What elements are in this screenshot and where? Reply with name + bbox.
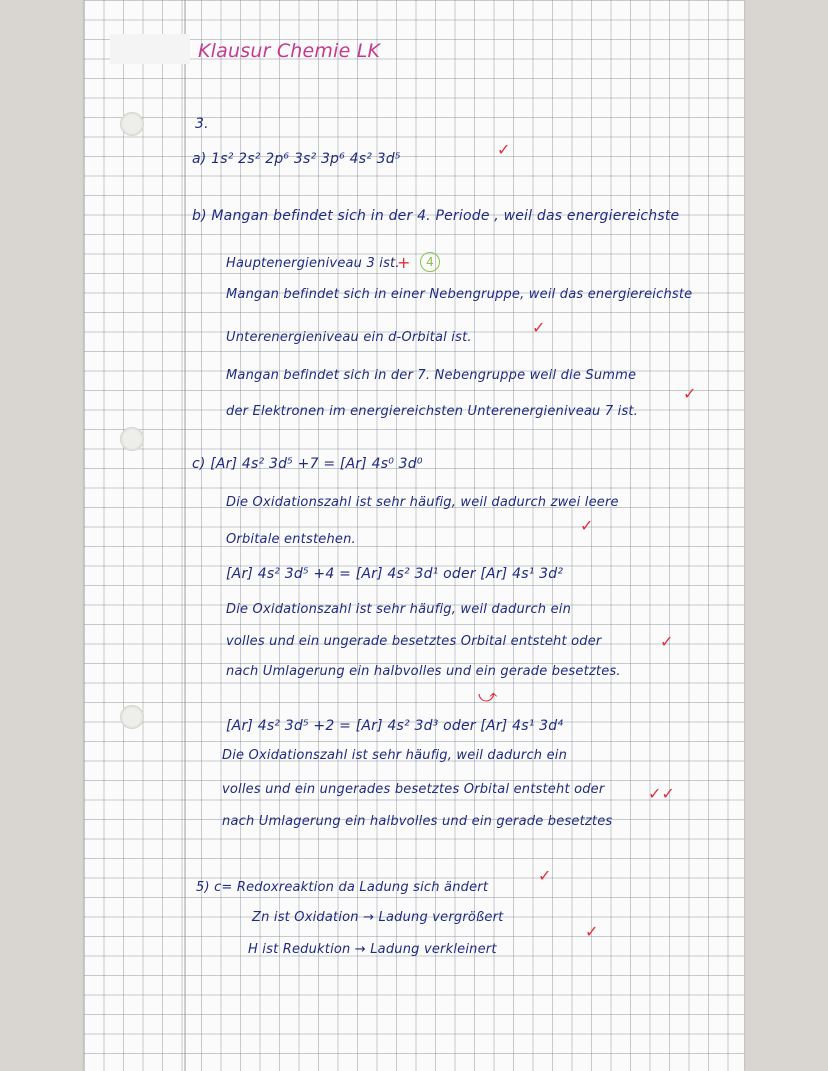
- answer-c-line-9: Die Oxidationszahl ist sehr häufig, weil dadurch ein: [222, 748, 568, 763]
- check-mark: ✓: [497, 140, 511, 159]
- answer-b-line-3: Mangan befindet sich in einer Nebengruppe, weil das energiereichste: [226, 287, 693, 302]
- answer-c-line-7: nach Umlagerung ein halbvolles und ein gerade besetztes.: [226, 664, 621, 679]
- answer-c-line-1: c) [Ar] 4s² 3d⁵ +7 = [Ar] 4s⁰ 3d⁰: [192, 456, 423, 472]
- red-arrow-mark: ⤻: [478, 686, 498, 707]
- answer-a: a) 1s² 2s² 2p⁶ 3s² 3p⁶ 4s² 3d⁵: [192, 151, 401, 167]
- cross-mark: +: [397, 253, 411, 272]
- check-mark: ✓: [585, 922, 599, 941]
- answer-c-line-2: Die Oxidationszahl ist sehr häufig, weil dadurch zwei leere: [226, 495, 619, 510]
- check-mark: ✓: [532, 318, 546, 337]
- answer-5-line-3: H ist Reduktion → Ladung verkleinert: [248, 942, 497, 957]
- answer-c-line-10: volles und ein ungerades besetztes Orbital entsteht oder: [222, 782, 605, 797]
- answer-b-line-2: Hauptenergieniveau 3 ist.: [226, 256, 400, 271]
- redacted-name-area: [110, 34, 190, 64]
- answer-c-line-3: Orbitale entstehen.: [226, 532, 356, 547]
- answer-5-line-2: Zn ist Oxidation → Ladung vergrößert: [252, 910, 504, 925]
- circled-correction: 4: [420, 252, 440, 272]
- answer-c-line-11: nach Umlagerung ein halbvolles und ein gerade besetztes: [222, 814, 613, 829]
- margin-line: [184, 0, 186, 1071]
- punch-hole: [120, 427, 144, 451]
- answer-c-line-4: [Ar] 4s² 3d⁵ +4 = [Ar] 4s² 3d¹ oder [Ar] 4s¹ 3d²: [226, 566, 564, 582]
- check-mark: ✓✓: [648, 784, 675, 803]
- check-mark: ✓: [683, 384, 697, 403]
- answer-b-line-1: b) Mangan befindet sich in der 4. Periode , weil das energiereichste: [192, 208, 680, 224]
- exam-title: Klausur Chemie LK: [198, 40, 381, 62]
- task-number: 3.: [195, 116, 209, 132]
- check-mark: ✓: [538, 866, 552, 885]
- answer-c-line-6: volles und ein ungerade besetztes Orbital entsteht oder: [226, 634, 602, 649]
- punch-hole: [120, 112, 144, 136]
- answer-b-line-6: der Elektronen im energiereichsten Unterenergieniveau 7 ist.: [226, 404, 639, 419]
- check-mark: ✓: [660, 632, 674, 651]
- check-mark: ✓: [580, 516, 594, 535]
- answer-5-line-1: 5) c= Redoxreaktion da Ladung sich ändert: [196, 880, 489, 895]
- answer-b-line-5: Mangan befindet sich in der 7. Nebengruppe weil die Summe: [226, 368, 637, 383]
- answer-c-line-8: [Ar] 4s² 3d⁵ +2 = [Ar] 4s² 3d³ oder [Ar] 4s¹ 3d⁴: [226, 718, 564, 734]
- answer-b-line-4: Unterenergieniveau ein d-Orbital ist.: [226, 330, 472, 345]
- punch-hole: [120, 705, 144, 729]
- answer-c-line-5: Die Oxidationszahl ist sehr häufig, weil dadurch ein: [226, 602, 572, 617]
